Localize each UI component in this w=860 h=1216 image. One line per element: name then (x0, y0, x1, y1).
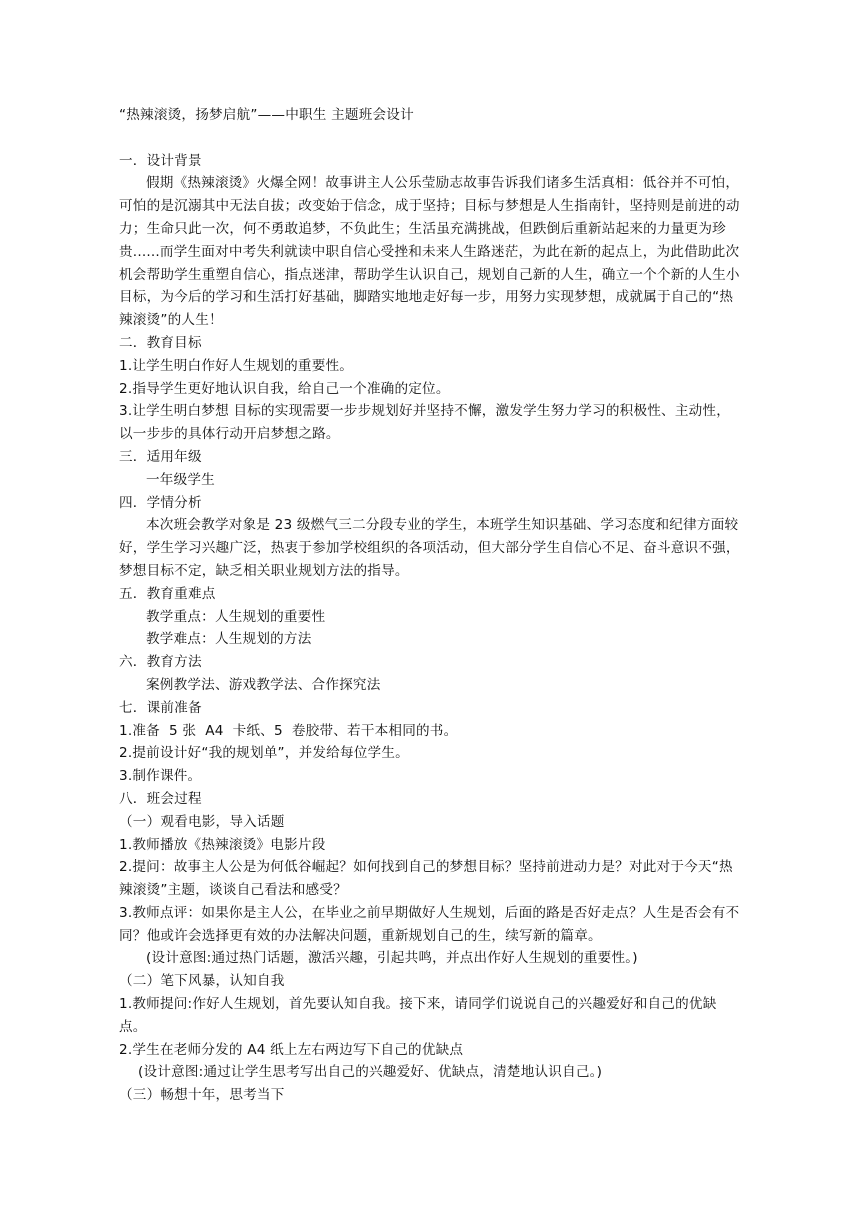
section-heading-process: 八．班会过程 (119, 790, 202, 807)
section-heading-key-points: 五．教育重难点 (119, 585, 216, 602)
process-step-item: 1.教师播放《热辣滚烫》电影片段 (119, 836, 326, 853)
methods-text: 案例教学法、游戏教学法、合作探究法 (146, 676, 381, 693)
grade-text: 一年级学生 (146, 471, 215, 488)
section-heading-methods: 六．教育方法 (119, 654, 202, 671)
analysis-paragraph: 本次班会教学对象是 23 级燃气三二分段专业的学生，本班学生知识基础、学习态度和纪律方面较好，学生学习兴趣广泛，热衷于参加学校组织的各项活动，但大部分学生自信心不足、奋斗意识不强，梦想目标不定，缺乏相关职业规划方法的指导。 (119, 517, 740, 579)
section-heading-analysis: 四．学情分析 (119, 494, 202, 511)
process-step-item: 3.教师点评：如果你是主人公，在毕业之前早期做好人生规划，后面的路是否好走点？人生是否会有不同？他或许会选择更有效的办法解决问题，重新规划自己的生，续写新的篇章。 (119, 904, 740, 944)
process-step-heading: （一）观看电影，导入话题 (119, 813, 285, 830)
design-intent-note: (设计意图:通过让学生思考写出自己的兴趣爱好、优缺点，清楚地认识自己。) (138, 1064, 603, 1081)
section-heading-preparation: 七．课前准备 (119, 699, 202, 716)
preparation-item: 3.制作课件。 (119, 768, 202, 785)
process-step-item: 2.提问：故事主人公是为何低谷崛起？如何找到自己的梦想目标？坚持前进动力是？对此对于今天“热辣滚烫”主题，谈谈自己看法和感受？ (119, 859, 733, 899)
design-intent-note: (设计意图:通过热门话题，激活兴趣，引起共鸣，并点出作好人生规划的重要性。) (146, 950, 638, 967)
key-point-item: 教学重点：人生规划的重要性 (146, 608, 326, 625)
document-title: “热辣滚烫，扬梦启航”——中职生 主题班会设计 (119, 107, 414, 123)
goal-item: 1.让学生明白作好人生规划的重要性。 (119, 357, 354, 374)
goal-item: 2.指导学生更好地认识自我，给自己一个准确的定位。 (119, 380, 450, 397)
process-step-heading: （二）笔下风暴，认知自我 (119, 973, 285, 990)
process-step-heading: （三）畅想十年，思考当下 (119, 1087, 285, 1104)
section-heading-background: 一．设计背景 (119, 152, 202, 169)
document-body (119, 104, 743, 1107)
goal-item: 3.让学生明白梦想 目标的实现需要一步步规划好并坚持不懈，激发学生努力学习的积极性、主动性，以一步步的具体行动开启梦想之路。 (119, 403, 731, 443)
preparation-item: 1.准备 5 张 A4 卡纸、5 卷胶带、若干本相同的书。 (119, 722, 458, 739)
preparation-item: 2.提前设计好“我的规划单”，并发给每位学生。 (119, 745, 409, 762)
process-step-item: 2.学生在老师分发的 A4 纸上左右两边写下自己的优缺点 (119, 1041, 464, 1058)
key-point-item: 教学难点：人生规划的方法 (146, 631, 312, 648)
process-step-item: 1.教师提问:作好人生规划，首先要认知自我。接下来，请同学们说说自己的兴趣爱好和自己的优缺点。 (119, 996, 717, 1035)
background-paragraph: 假期《热辣滚烫》火爆全网！故事讲主人公乐莹励志故事告诉我们诸多生活真相：低谷并不可怕，可怕的是沉溺其中无法自拔；改变始于信念，成于坚持；目标与梦想是人生指南针，坚持则是前进的动力；生命只此一次，何不勇敢追梦，不负此生；生活虽充满挑战，但跌倒后重新站起来的力量更为珍贵......而学生面对中考失利就读中职自信心受挫和未来人生路迷茫，为此在新的起点上，为此借助此次机会帮助学生重塑自信心，指点迷津，帮助学生认识自己，规划自己新的人生，确立一个个新的人生小目标，为今后的学习和生活打好基础，脚踏实地地走好每一步，用努力实现梦想，成就属于自己的“热辣滚烫”的人生！ (119, 175, 740, 329)
section-heading-goals: 二．教育目标 (119, 334, 202, 351)
section-heading-grade: 三．适用年级 (119, 448, 202, 465)
